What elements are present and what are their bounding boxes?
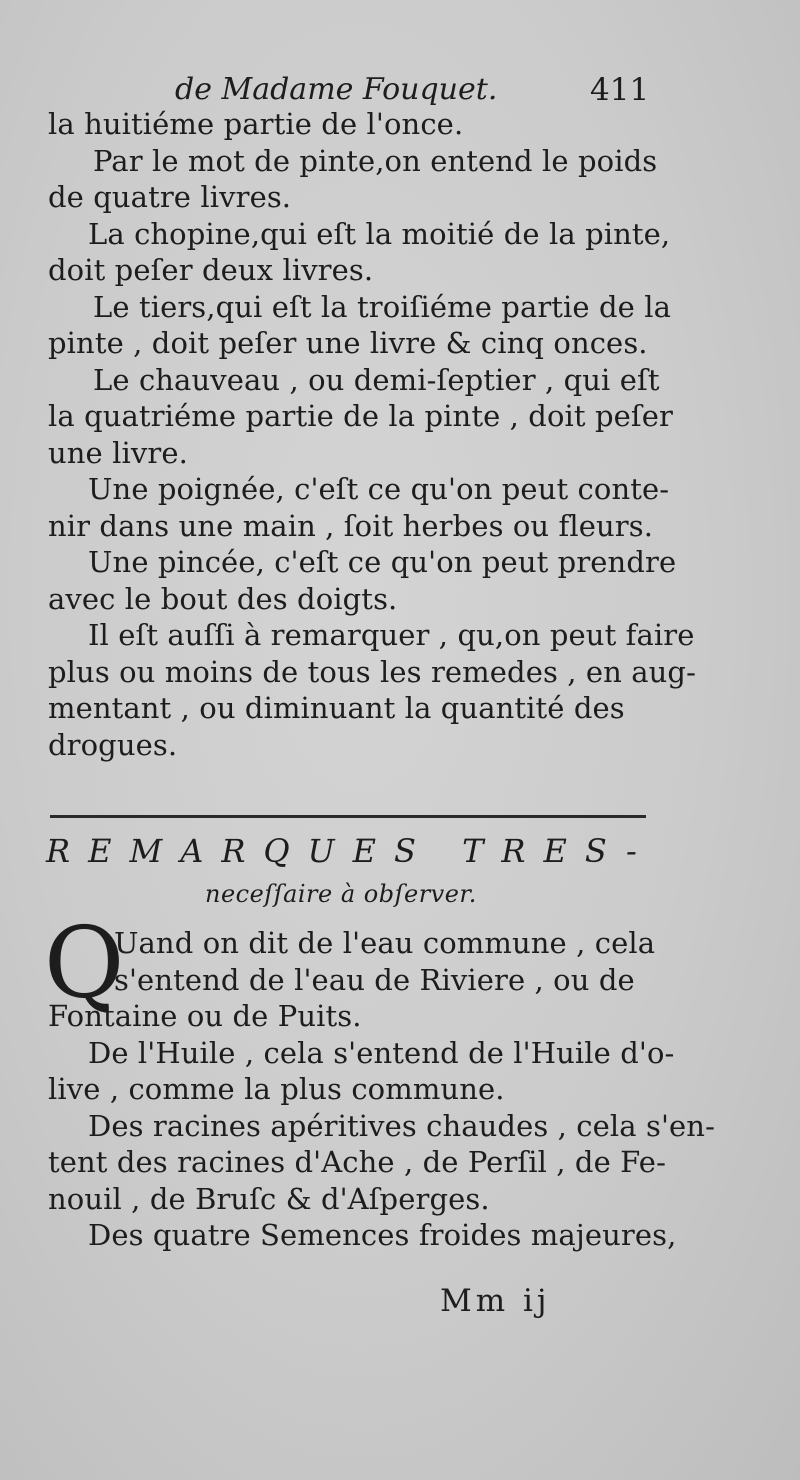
text-line: Une pincée, c'eſt ce qu'on peut prendre [88, 545, 677, 579]
text-line: Le tiers,qui eſt la troiſiéme partie de la [93, 289, 672, 324]
text-line: tent des racines d'Ache , de Perſil , de Fe- [48, 1145, 666, 1179]
text-line: Une poignée, c'eſt ce qu'on peut conte- [88, 472, 670, 506]
running-title: de Madame Fouquet. [175, 72, 498, 107]
text-line: plus ou moins de tous les remedes , en aug- [48, 654, 696, 689]
page-header [0, 70, 800, 110]
text-line: De l'Huile , cela s'entend de l'Huile d'o- [88, 1035, 675, 1070]
text-line: drogues. [48, 727, 178, 762]
text-line: Le chauveau , ou demi-ſeptier , qui eſt [93, 362, 660, 397]
section-subtitle: neceſſaire à obſerver. [205, 880, 477, 908]
text-block-top [48, 106, 696, 763]
text-line: Des racines apéritives chaudes , cela s'en- [88, 1108, 715, 1143]
text-line: pinte , doit peſer une livre & cinq onces. [48, 326, 648, 360]
text-block-bottom [48, 925, 715, 1254]
text-line: de quatre livres. [48, 180, 292, 214]
signature-mark: Mm ij [440, 1283, 551, 1319]
text-line: la quatriéme partie de la pinte , doit peſer [48, 399, 673, 433]
text-line: Des quatre Semences froides majeures, [88, 1218, 677, 1252]
page-number: 411 [590, 72, 650, 108]
text-line: avec le bout des doigts. [48, 581, 398, 616]
text-line: Uand on dit de l'eau commune , cela [114, 926, 656, 960]
text-line: Par le mot de pinte,on entend le poids [93, 143, 658, 178]
text-line: s'entend de l'eau de Riviere , ou de [114, 962, 635, 997]
text-line: Il eſt auſſi à remarquer , qu,on peut faire [88, 618, 695, 652]
text-line: nir dans une main , ſoit herbes ou fleurs. [48, 508, 654, 543]
text-line: une livre. [48, 435, 188, 470]
section-divider [50, 815, 646, 818]
text-line: la huitiéme partie de l'once. [48, 107, 464, 141]
section-title: REMARQUES TRES- [46, 832, 655, 870]
text-line: La chopine,qui eſt la moitié de la pinte, [88, 216, 671, 251]
text-line: doit peſer deux livres. [48, 253, 374, 287]
text-line: live , comme la plus commune. [48, 1072, 505, 1106]
text-line: Fontaine ou de Puits. [48, 999, 362, 1033]
text-line: mentant , ou diminuant la quantité des [48, 691, 625, 725]
drop-cap: Q [44, 907, 125, 1021]
text-line: nouil , de Bruſc & d'Aſperges. [48, 1181, 490, 1216]
